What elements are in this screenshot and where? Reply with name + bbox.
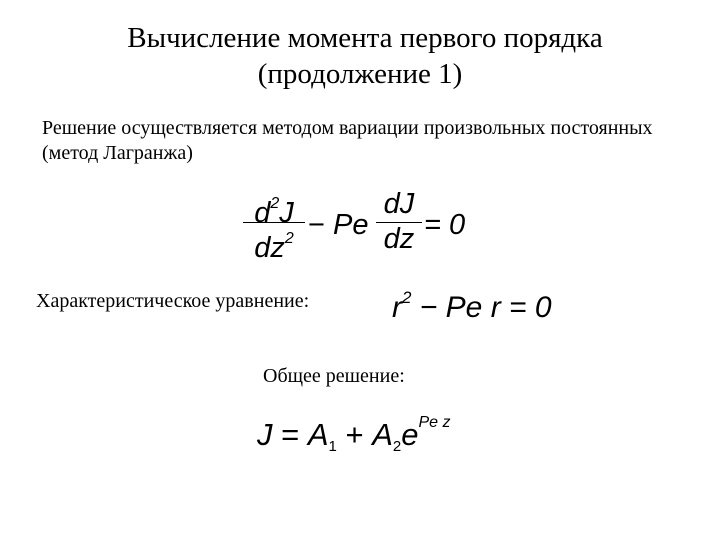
title-line-1: Вычисление момента первого порядка <box>127 22 603 54</box>
differential-equation <box>243 188 483 266</box>
characteristic-equation: $r^2 - Pe$ r = 0 <box>392 288 552 324</box>
characteristic-equation-label: Характеристическое уравнение: <box>36 290 310 312</box>
general-solution-equation: $J = A1 + A2e^{Pe z}$ <box>257 414 451 455</box>
fraction-denominator: dz <box>376 222 422 257</box>
slide-title <box>0 20 720 92</box>
equation-middle-term: − Pe <box>308 209 369 241</box>
second-derivative-fraction <box>243 188 305 264</box>
fraction-numerator: $d^2J$ <box>254 195 294 229</box>
intro-text: Решение осуществляется методом вариации произвольных постоянных (метод Лагранжа) <box>42 117 653 164</box>
fraction-denominator: $dz^2$ <box>243 222 305 257</box>
fraction-numerator: dJ <box>383 188 415 220</box>
general-solution-label: Общее решение: <box>263 365 405 387</box>
equals-zero: = 0 <box>424 209 466 241</box>
first-derivative-fraction <box>376 188 422 257</box>
title-line-2: (продолжение 1) <box>257 58 463 90</box>
